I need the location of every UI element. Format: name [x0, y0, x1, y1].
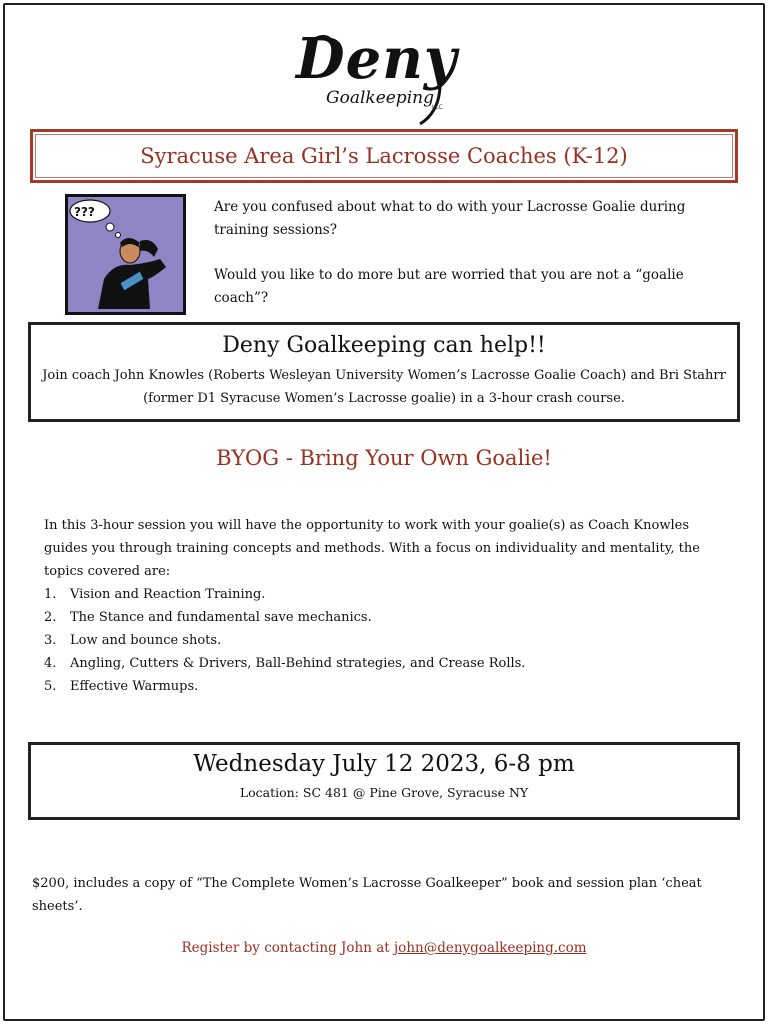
help-heading: Deny Goalkeeping can help!!: [222, 333, 546, 358]
intro-questions: [214, 196, 714, 310]
session-details: [44, 514, 724, 698]
logo-wordmark: Deny: [296, 26, 458, 92]
logo-subtitle: Goalkeeping: [326, 88, 434, 108]
list-item: 5. Effective Warmups.: [44, 679, 199, 694]
title-banner: [30, 129, 738, 183]
session-intro: In this 3-hour session you will have the opportunity to work with your goalie(s) as Coach Knowles guides you through training concepts and methods. With a focus on individuality and mentality, the topics covered are:: [44, 518, 700, 579]
intro-question-1: Are you confused about what to do with your Lacrosse Goalie during training sessions?: [214, 199, 686, 238]
logo-suffix: LLC: [432, 104, 443, 111]
help-box: [28, 322, 740, 422]
list-item: 4. Angling, Cutters & Drivers, Ball-Behind strategies, and Crease Rolls.: [44, 656, 526, 671]
event-location: Location: SC 481 @ Pine Grove, Syracuse NY: [239, 785, 529, 800]
register-line: [0, 940, 768, 956]
register-prefix: Register by contacting John at: [181, 940, 394, 956]
thought-question-marks: ???: [74, 205, 95, 219]
price-info: $200, includes a copy of “The Complete Women’s Lacrosse Goalkeeper” book and session plan ‘cheat sheets’.: [32, 876, 702, 914]
email-link[interactable]: john@denygoalkeeping.com: [394, 940, 587, 956]
event-date: Wednesday July 12 2023, 6-8 pm: [193, 751, 575, 777]
page-title: Syracuse Area Girl’s Lacrosse Coaches (K-12): [140, 144, 628, 168]
list-item: 1. Vision and Reaction Training.: [44, 587, 266, 602]
list-item: 3. Low and bounce shots.: [44, 633, 222, 648]
confused-coach-illustration: [65, 194, 186, 315]
topics-list: [44, 583, 724, 698]
intro-question-2: Would you like to do more but are worried that you are not a “goalie coach”?: [214, 267, 684, 306]
event-date-box: [28, 742, 740, 820]
brand-logo: [290, 26, 480, 126]
help-description: Join coach John Knowles (Roberts Wesleyan University Women’s Lacrosse Goalie Coach) and Bri Stahrr (former D1 Syracuse Women’s Lacrosse goalie) in a 3-hour crash course.: [42, 368, 726, 406]
byog-heading: BYOG - Bring Your Own Goalie!: [216, 446, 552, 470]
list-item: 2. The Stance and fundamental save mechanics.: [44, 610, 372, 625]
